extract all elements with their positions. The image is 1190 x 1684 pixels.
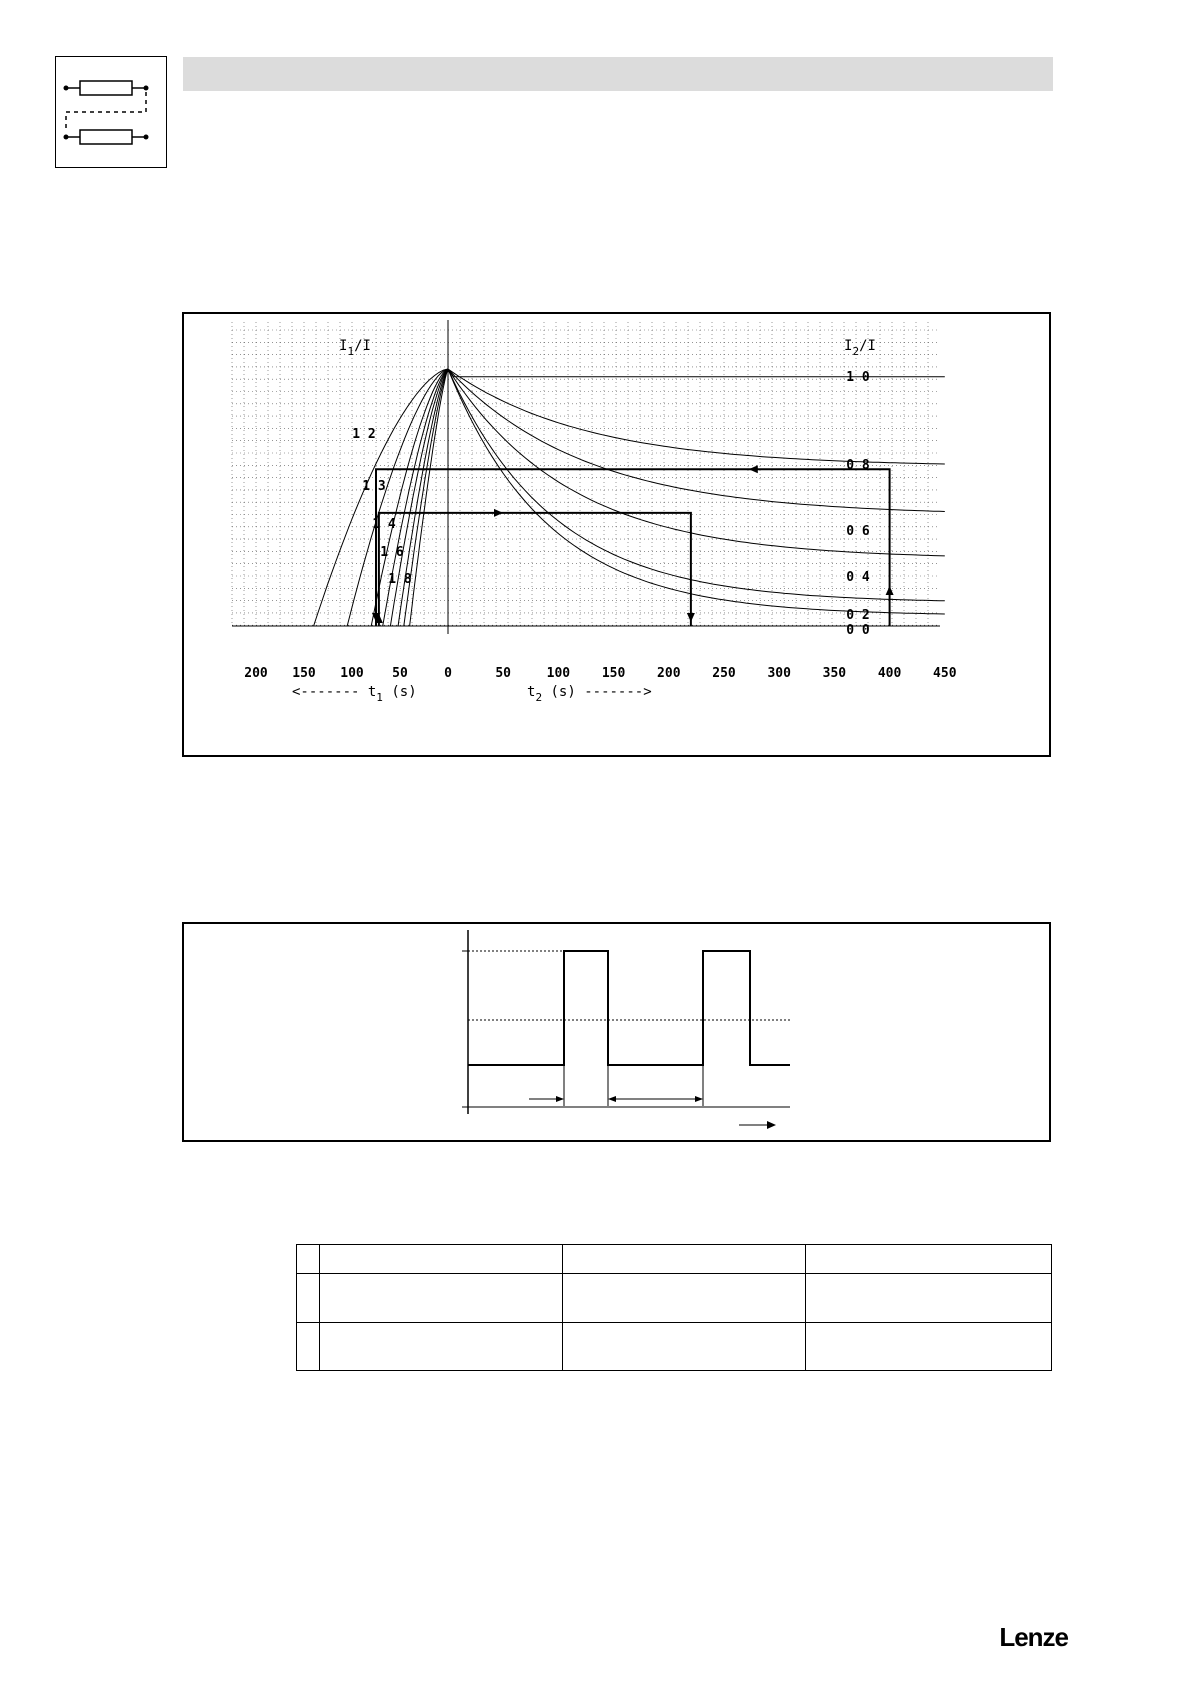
table-cell — [563, 1322, 806, 1370]
chart-curves — [314, 369, 945, 626]
curve-label-right: 1 0 — [846, 370, 870, 385]
circuit-diagram-icon — [55, 56, 167, 168]
pulse-load-diagram — [182, 922, 1051, 1142]
brand-logo: Lenze — [999, 1622, 1068, 1652]
curve-left-0 — [314, 369, 448, 626]
path-arrow — [687, 613, 695, 622]
path-arrow — [886, 586, 894, 595]
tick-label-left: 150 — [292, 666, 316, 681]
right-x-axis-title: $t_2$ (s) -------> — [527, 684, 652, 704]
pulse-plot — [184, 924, 1049, 1140]
curve-label-left: 1 2 — [352, 427, 376, 442]
table-row — [297, 1274, 1052, 1322]
data-table — [296, 1244, 1052, 1371]
curve-label-right: 0 8 — [846, 458, 870, 473]
load-curve-chart — [182, 312, 1051, 757]
curve-label-right: 0 2 — [846, 608, 870, 623]
curve-label-right: 0 6 — [846, 524, 870, 539]
table-cell — [297, 1274, 320, 1322]
chart-grid — [232, 320, 940, 634]
curve-label-left: 1 3 — [362, 479, 386, 494]
tick-label-right: 450 — [933, 666, 957, 681]
table-cell — [806, 1274, 1052, 1322]
curve-left-5 — [398, 369, 448, 626]
header-bar — [183, 57, 1053, 91]
tick-label-right: 350 — [822, 666, 847, 681]
path-arrow — [749, 465, 758, 473]
curve-right-1 — [448, 369, 945, 464]
tick-label-right: 100 — [546, 666, 571, 681]
tick-label-right: 150 — [601, 666, 626, 681]
example-path-1 — [379, 513, 691, 626]
curve-right-0 — [448, 369, 945, 377]
tick-label-right: 50 — [495, 666, 512, 681]
table-row — [297, 1322, 1052, 1370]
table-cell — [320, 1245, 563, 1274]
left-x-axis-title: <------- $t_1$ (s) — [292, 684, 417, 704]
table-cell — [563, 1274, 806, 1322]
table-header-row — [297, 1245, 1052, 1274]
chart-plot — [184, 314, 1049, 755]
tick-label-right: 400 — [877, 666, 902, 681]
tick-label-left: 0 — [444, 666, 452, 681]
table-cell — [806, 1245, 1052, 1274]
tick-label-left: 100 — [340, 666, 364, 681]
curve-label-right: 0 4 — [846, 570, 870, 585]
table-cell — [320, 1274, 563, 1322]
tick-label-left: 50 — [392, 666, 408, 681]
curve-label-left: 1 8 — [388, 572, 412, 587]
tick-label-right: 300 — [767, 666, 791, 681]
path-arrow — [494, 509, 503, 517]
chart-example-paths — [372, 465, 894, 626]
table-cell — [806, 1322, 1052, 1370]
left-axis-label: $I_1/I$ — [339, 338, 371, 358]
pulse-waveform — [468, 951, 790, 1065]
tick-label-left: 200 — [244, 666, 268, 681]
table-cell — [320, 1322, 563, 1370]
table-cell — [563, 1245, 806, 1274]
table-cell — [297, 1322, 320, 1370]
right-axis-label: $I_2/I$ — [844, 338, 876, 358]
curve-left-2 — [371, 369, 448, 626]
curve-label-left: 1 4 — [372, 517, 396, 532]
tick-label-right: 250 — [712, 666, 736, 681]
table-cell — [297, 1245, 320, 1274]
curve-label-left: 1 6 — [380, 545, 404, 560]
curve-left-7 — [410, 369, 448, 626]
example-path-0 — [376, 469, 890, 626]
tick-label-right: 200 — [657, 666, 681, 681]
curve-label-right: 0 0 — [846, 623, 870, 638]
